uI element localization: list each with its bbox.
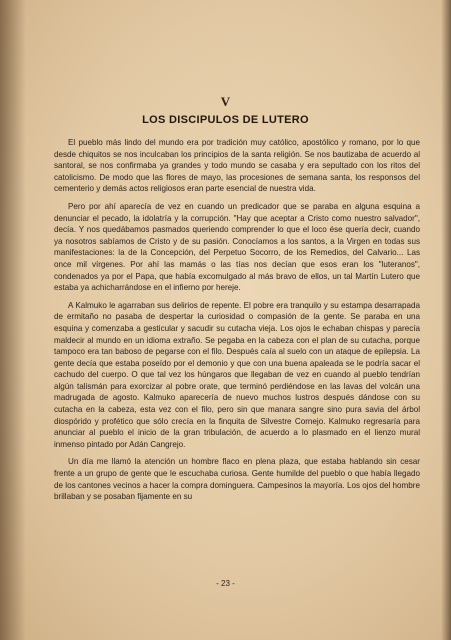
paragraph: El pueblo más lindo del mundo era por tradición muy católico, apostólico y romano, por lo que desde chiquitos se nos inculcaban los principios de la santa religión. Se nos bautizaba de acuerdo al santoral, se nos confirmaba ya grandes y todo mundo se casaba y era sepultado con los ritos del catolicismo. De modo que las flores de mayo, las procesiones de semana santa, los responsos del cementerio y demás actos religiosos eran parte esencial de nuestra vida. xyxy=(54,138,420,194)
paragraph: A Kalmuko le agarraban sus delirios de repente. El pobre era tranquilo y su estampa desarrapada de ermitaño no pasaba de despertar la curiosidad o compasión de la gente. Se paraba en una esquina y comenzaba a gesticular y sacudir su cutacha vieja. Los ojos le echaban chispas y parecía maldecir al mundo en un idioma extraño. Se pegaba en la cabeza con el plan de su cutacha, porque tampoco era tan baboso de pegarse con el filo. Después caía al suelo con un ataque de epilepsia. La gente decía que estaba poseído por el demonio y que con una buena apaleada se le podría sacar el cachudo del cuerpo. O que tal vez los húngaros que llegaban de vez en cuando al pueblo tendrían algún talismán para exorcizar al pobre orate, que terminó perdiéndose en las lavas del volcán una madrugada de agosto. Kalmuko aparecería de nuevo muchos lustros después dándose con su cutacha en la cabeza, esta vez con el filo, pero sin que manara sangre sino pura savia del árbol diospórido y profético que sólo crecía en la finquita de Silvestre Cornejo. Kalmuko regresaría para anunciar al pueblo el inicio de la gran tribulación, de acuerdo a lo plasmado en el lienzo mural inmenso pintado por Adán Cangrejo. xyxy=(54,300,420,449)
page-number: - 23 - xyxy=(216,579,235,588)
paragraph: Pero por ahí aparecía de vez en cuando un predicador que se paraba en alguna esquina a denunciar el pecado, la idolatría y la corrupción. "Hay que aceptar a Cristo como nuestro salvador", decía. Y nos quedábamos pasmados queriendo comprender lo que el loco ése quería decir, cuando ya nosotros sabíamos de Cristo y de su pasión. Conocíamos a los santos, a la Virgen en todas sus manifestaciones: la de la Concepción, del Perpetuo Socorro, de los Remedios, del Calvario... Las once mil vírgenes. Por ahí las mamás o las tías nos decían que esos eran los "luteranos", condenados ya por el Papa, que había excomulgado al más bravo de ellos, un tal Martín Lutero que estaba ya achicharrándose en el infierno por hereje. xyxy=(54,201,420,293)
paragraph: Un día me llamó la atención un hombre flaco en plena plaza, que estaba hablando sin cesar frente a un grupo de gente que le escuchaba curiosa. Gente humilde del pueblo o que había llegado de los cantones vecinos a hacer la compra dominguera. Campesinos la mayoría. Los ojos del hombre brillaban y se posaban fijamente en su xyxy=(54,457,420,502)
chapter-number: V xyxy=(220,94,231,109)
chapter-title: LOS DISCIPULOS DE LUTERO xyxy=(142,114,309,126)
body-text xyxy=(54,137,420,509)
